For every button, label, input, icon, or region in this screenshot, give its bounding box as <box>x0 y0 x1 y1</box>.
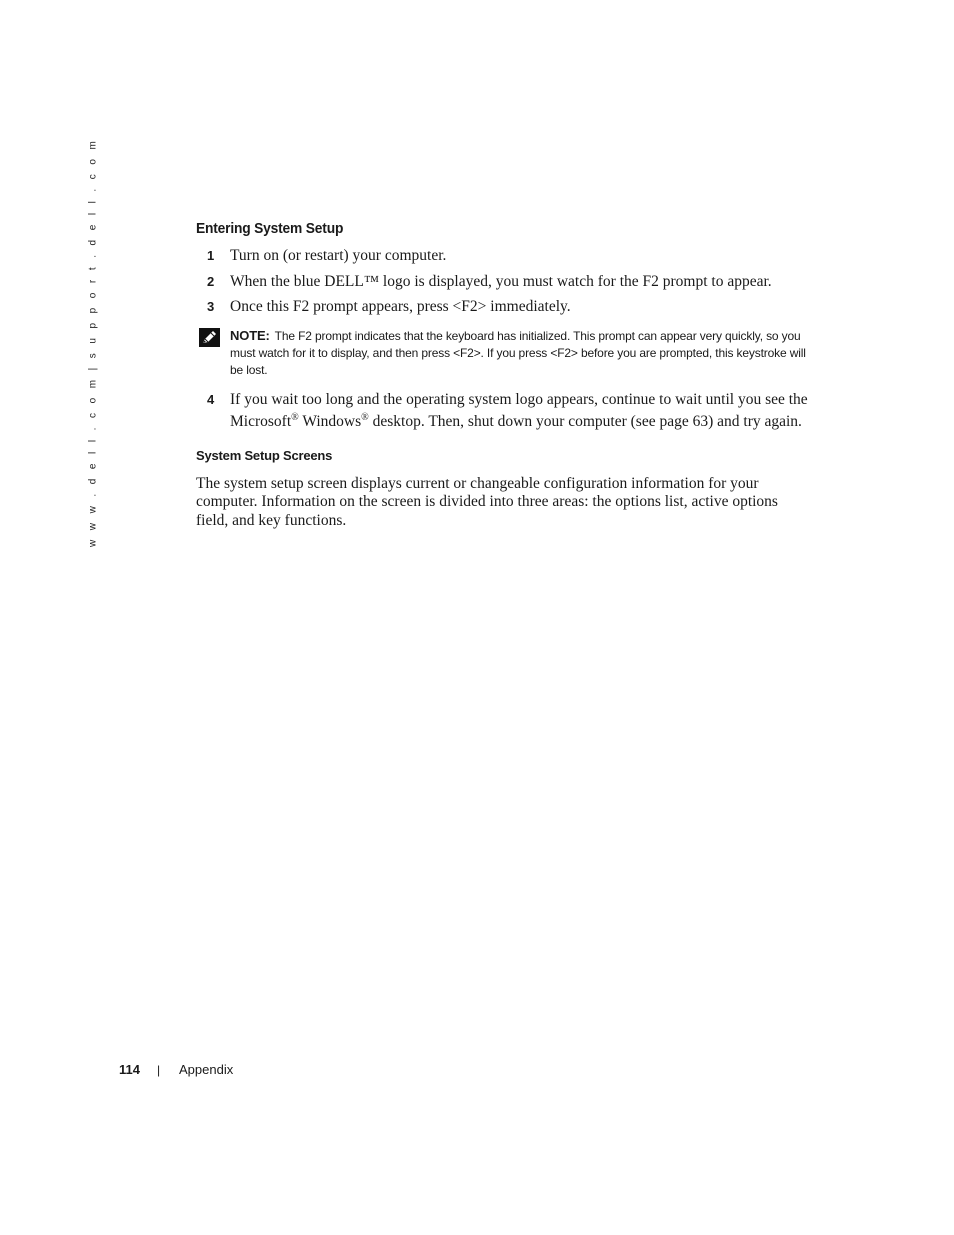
note-text <box>230 327 816 379</box>
pencil-note-icon <box>196 327 230 349</box>
step-3 <box>196 298 816 317</box>
subsection-title: System Setup Screens <box>196 447 333 463</box>
footer-separator: | <box>157 1062 161 1077</box>
step-number: 3 <box>207 299 215 314</box>
step-4 <box>196 391 816 432</box>
step-text <box>230 391 816 432</box>
steps-list <box>196 247 816 317</box>
step-4-part-3: desktop. Then, shut down your computer (see page 63) and try again. <box>368 413 802 431</box>
chapter-name: Appendix <box>179 1062 234 1077</box>
step-4-part-2: Windows <box>298 413 362 431</box>
subsection-paragraph: The system setup screen displays current or changeable configuration information for your computer. Information on the screen is divided into three areas: the options list, active options field, and key functions. <box>196 474 778 529</box>
step-1 <box>196 247 816 266</box>
page-number: 114 <box>119 1062 140 1077</box>
main-content <box>196 220 816 530</box>
registered-mark: ® <box>291 412 299 423</box>
step-number: 4 <box>207 391 215 407</box>
step-2 <box>196 273 816 292</box>
step-number: 2 <box>207 273 215 289</box>
registered-mark: ® <box>361 412 369 423</box>
page-footer <box>119 1062 233 1077</box>
step-number: 1 <box>207 248 215 263</box>
note-box <box>196 327 816 379</box>
step-text: Turn on (or restart) your computer. <box>230 247 447 264</box>
step-4-part-1: If you wait too long and the operating system logo appears, continue to wait until you see the Microsoft <box>230 390 808 431</box>
section-title: Entering System Setup <box>196 220 344 237</box>
step-text: When the blue DELL™ logo is displayed, you must watch for the F2 prompt to appear. <box>230 272 772 290</box>
note-body: The F2 prompt indicates that the keyboard has initialized. This prompt can appear very quickly, so you must watch for it to display, and then press <F2>. If you press <F2> before you are prompted, this keystroke will be lost. <box>230 328 806 377</box>
step-text: Once this F2 prompt appears, press <F2> immediately. <box>230 298 571 315</box>
note-label: NOTE: <box>230 327 270 343</box>
sidebar-url: w w w . d e l l . c o m | s u p p o r t . d e l l . c o m <box>87 137 99 547</box>
